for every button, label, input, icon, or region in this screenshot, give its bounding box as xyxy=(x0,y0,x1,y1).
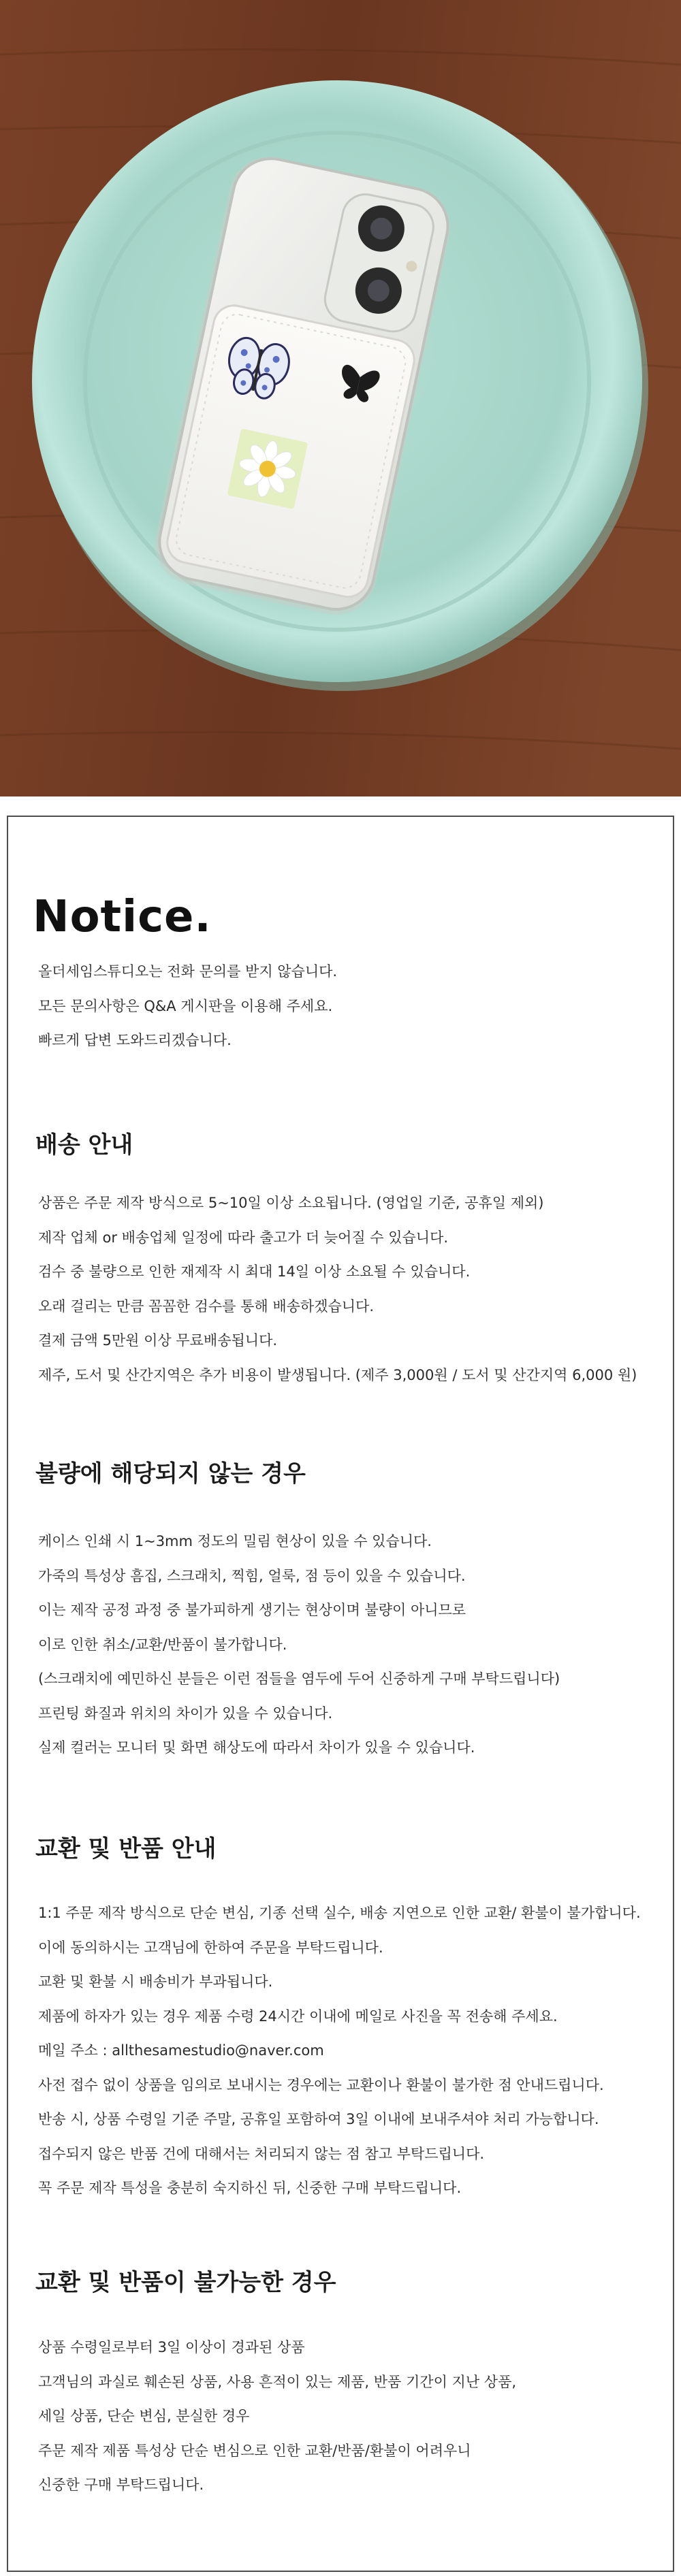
notice-title: Notice. xyxy=(33,892,212,942)
shipping-line: 상품은 주문 제작 방식으로 5~10일 이상 소요됩니다. (영업일 기준, 공휴일 제외) xyxy=(38,1195,544,1211)
not-defect-lines xyxy=(38,1524,651,1765)
notice-line: 모든 문의사항은 Q&A 게시판을 이용해 주세요. xyxy=(38,997,333,1014)
not-defect-line: 실제 컬러는 모니터 및 화면 해상도에 따라서 차이가 있을 수 있습니다. xyxy=(38,1739,475,1756)
shipping-line: 오래 걸리는 만큼 꼼꼼한 검수를 통해 배송하겠습니다. xyxy=(38,1298,375,1315)
exchange-line: 꼭 주문 제작 특성을 충분히 숙지하신 뒤, 신중한 구매 부탁드립니다. xyxy=(38,2180,462,2196)
exchange-line: 이에 동의하시는 고객님에 한하여 주문을 부탁드립니다. xyxy=(38,1939,383,1956)
not-defect-line: 프린팅 화질과 위치의 차이가 있을 수 있습니다. xyxy=(38,1705,333,1722)
shipping-line: 결제 금액 5만원 이상 무료배송됩니다. xyxy=(38,1332,278,1349)
daisy-icon xyxy=(227,428,308,509)
exchange-line: 교환 및 환불 시 배송비가 부과됩니다. xyxy=(38,1974,273,1990)
exchange-line: 사전 접수 없이 상품을 임의로 보내시는 경우에는 교환이나 환불이 불가한 점 안내드립니다. xyxy=(38,2076,604,2093)
product-photo xyxy=(0,0,681,796)
shipping-title: 배송 안내 xyxy=(35,1131,133,1159)
shipping-line: 제주, 도서 및 산간지역은 추가 비용이 발생됩니다. (제주 3,000원 / 도서 및 산간지역 6,000 원) xyxy=(38,1366,637,1383)
exchange-title: 교환 및 반품 안내 xyxy=(35,1835,217,1863)
no-exchange-title: 교환 및 반품이 불가능한 경우 xyxy=(35,2269,336,2296)
not-defect-title: 불량에 해당되지 않는 경우 xyxy=(35,1460,306,1487)
not-defect-line: (스크래치에 예민하신 분들은 이런 점들을 염두에 두어 신중하게 구매 부탁드립니다) xyxy=(38,1671,560,1687)
shipping-line: 제작 업체 or 배송업체 일정에 따라 출고가 더 늦어질 수 있습니다. xyxy=(38,1229,449,1246)
not-defect-line: 가죽의 특성상 흠집, 스크래치, 찍힘, 얼룩, 점 등이 있을 수 있습니다. xyxy=(38,1567,466,1584)
notice-line: 빠르게 답변 도와드리겠습니다. xyxy=(38,1032,232,1048)
exchange-line: 접수되지 않은 반품 건에 대해서는 처리되지 않는 점 참고 부탁드립니다. xyxy=(38,2145,485,2162)
shipping-lines xyxy=(38,1186,651,1392)
no-exchange-line: 세일 상품, 단순 변심, 분실한 경우 xyxy=(38,2408,250,2424)
exchange-line: 제품에 하자가 있는 경우 제품 수령 24시간 이내에 메일로 사진을 꼭 전송해 주세요. xyxy=(38,2008,558,2025)
no-exchange-line: 상품 수령일로부터 3일 이상이 경과된 상품 xyxy=(38,2339,305,2355)
no-exchange-line: 신중한 구매 부탁드립니다. xyxy=(38,2477,204,2493)
notice-line: 올더세임스튜디오는 전화 문의를 받지 않습니다. xyxy=(38,963,338,980)
no-exchange-line: 고객님의 과실로 훼손된 상품, 사용 흔적이 있는 제품, 반품 기간이 지난 상품, xyxy=(38,2373,517,2390)
no-exchange-line: 주문 제작 제품 특성상 단순 변심으로 인한 교환/반품/환불이 어려우니 xyxy=(38,2442,471,2459)
email-line: 메일 주소 : allthesamestudio@naver.com xyxy=(38,2042,324,2059)
no-exchange-lines xyxy=(38,2330,651,2502)
not-defect-line: 이로 인한 취소/교환/반품이 불가합니다. xyxy=(38,1636,287,1653)
notice-lines xyxy=(38,954,651,1058)
not-defect-line: 이는 제작 공정 과정 중 불가피하게 생기는 현상이며 불량이 아니므로 xyxy=(38,1602,466,1618)
exchange-line: 반송 시, 상품 수령일 기준 주말, 공휴일 포함하여 3일 이내에 보내주셔야 처리 가능합니다. xyxy=(38,2111,599,2127)
shipping-line: 검수 중 불량으로 인한 재제작 시 최대 14일 이상 소요될 수 있습니다. xyxy=(38,1263,471,1280)
exchange-line: 1:1 주문 제작 방식으로 단순 변심, 기종 선택 실수, 배송 지연으로 인한 교환/ 환불이 불가합니다. xyxy=(38,1905,641,1921)
exchange-lines xyxy=(38,1896,651,2206)
product-photo-illustration xyxy=(0,0,681,796)
not-defect-line: 케이스 인쇄 시 1~3mm 정도의 밀림 현상이 있을 수 있습니다. xyxy=(38,1533,432,1549)
